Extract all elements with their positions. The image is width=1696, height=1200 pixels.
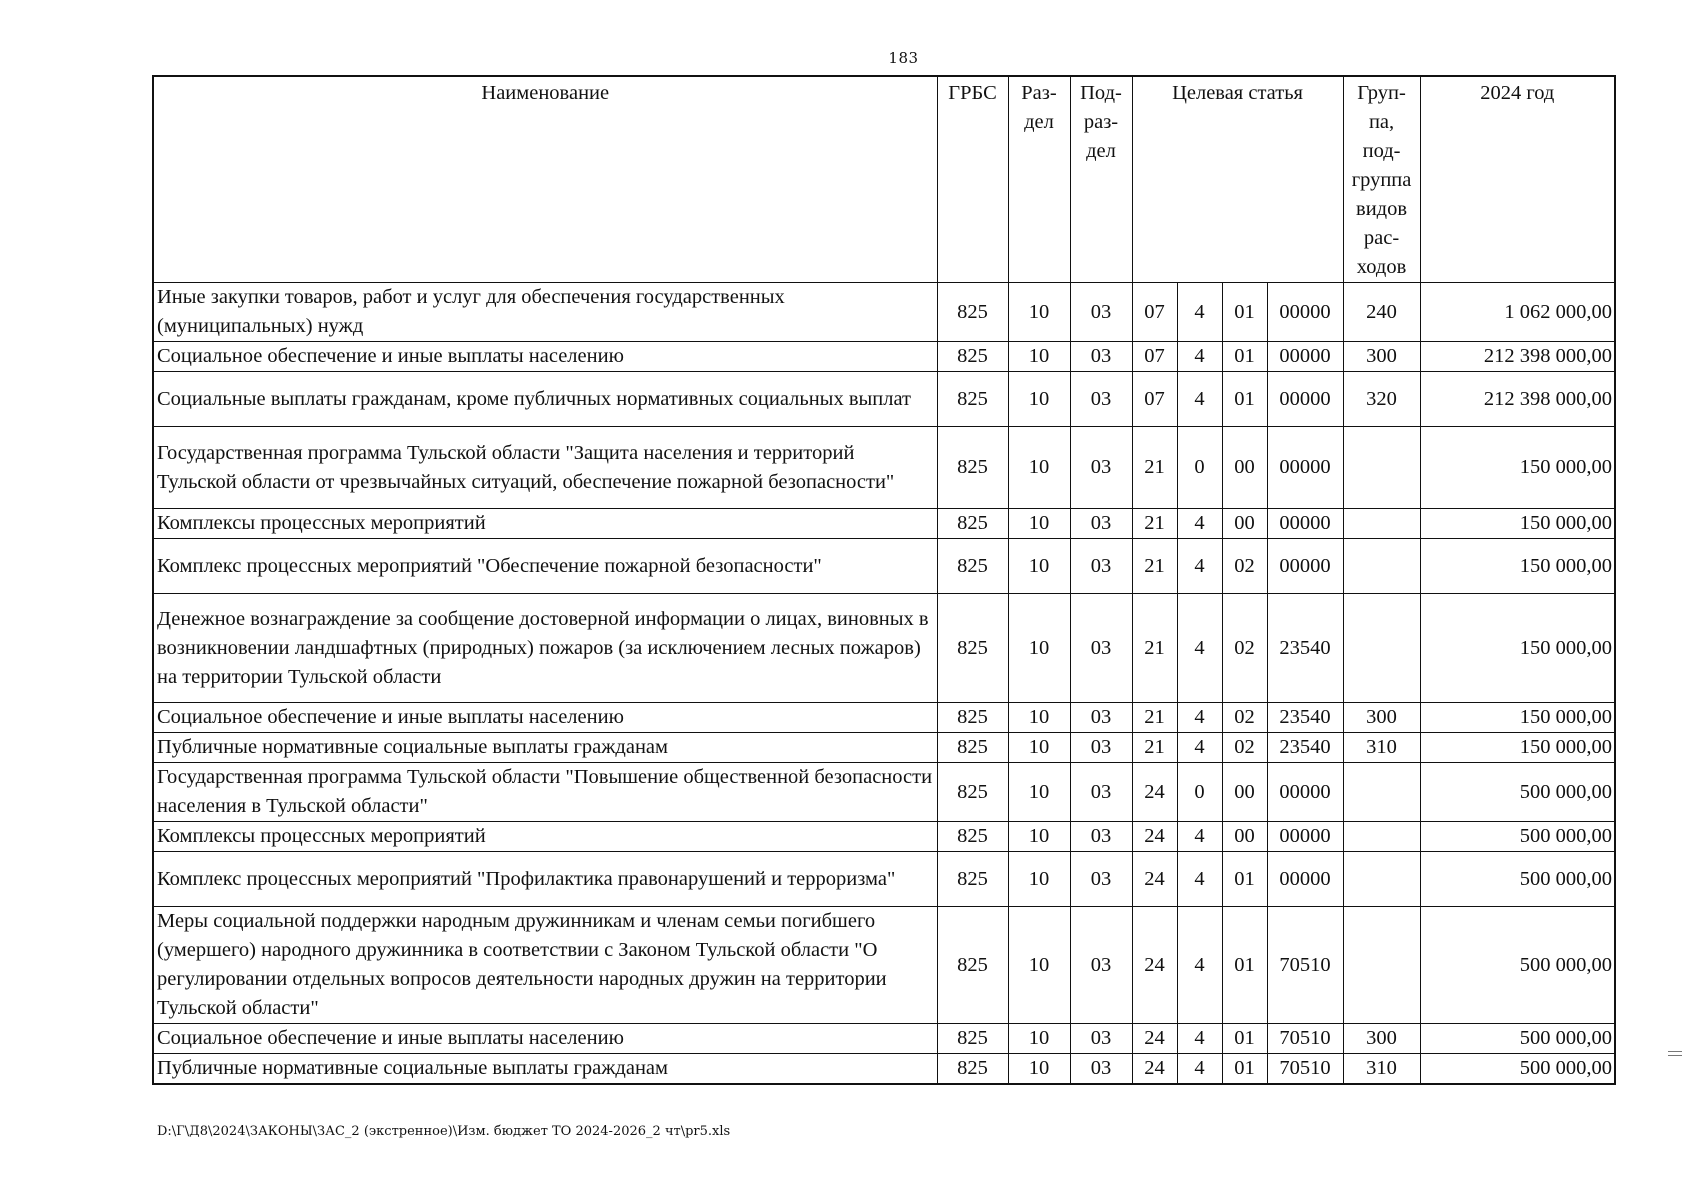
- row-target-subprogram: 02: [1222, 703, 1267, 733]
- row-expense-group: 300: [1343, 1024, 1420, 1054]
- row-expense-group: [1343, 594, 1420, 703]
- row-expense-group: 300: [1343, 342, 1420, 372]
- row-target-program: 24: [1132, 907, 1177, 1024]
- row-target-program: 24: [1132, 822, 1177, 852]
- row-amount: 500 000,00: [1420, 822, 1615, 852]
- row-amount: 150 000,00: [1420, 594, 1615, 703]
- row-amount: 150 000,00: [1420, 733, 1615, 763]
- row-razdel: 10: [1008, 763, 1070, 822]
- row-name: Социальное обеспечение и иные выплаты населению: [153, 703, 937, 733]
- header-expense-group: Груп- па, под- группа видов рас- ходов: [1343, 76, 1420, 283]
- row-razdel: 10: [1008, 822, 1070, 852]
- row-razdel: 10: [1008, 427, 1070, 509]
- row-target-subprogram: 01: [1222, 283, 1267, 342]
- table-row: [153, 539, 1615, 594]
- row-target-direction: 23540: [1267, 733, 1343, 763]
- row-grbs: 825: [937, 509, 1008, 539]
- row-name: Комплекс процессных мероприятий "Обеспечение пожарной безопасности": [153, 539, 937, 594]
- page-number: 183: [888, 49, 919, 67]
- row-razdel: 10: [1008, 594, 1070, 703]
- row-podrazdel: 03: [1070, 283, 1132, 342]
- row-target-type: 4: [1177, 703, 1222, 733]
- row-expense-group: 310: [1343, 733, 1420, 763]
- row-razdel: 10: [1008, 539, 1070, 594]
- row-target-program: 24: [1132, 763, 1177, 822]
- row-expense-group: 310: [1343, 1054, 1420, 1085]
- row-target-program: 24: [1132, 852, 1177, 907]
- row-expense-group: 320: [1343, 372, 1420, 427]
- row-podrazdel: 03: [1070, 733, 1132, 763]
- row-expense-group: [1343, 822, 1420, 852]
- row-name: Меры социальной поддержки народным дружинникам и членам семьи погибшего (умершего) народного дружинника в соответствии с Законом Тульской области "О регулировании отдельных вопросов деятельности народных дружин на территории Тульской области": [153, 907, 937, 1024]
- row-target-type: 0: [1177, 427, 1222, 509]
- row-target-direction: 00000: [1267, 852, 1343, 907]
- row-target-subprogram: 00: [1222, 763, 1267, 822]
- row-razdel: 10: [1008, 372, 1070, 427]
- row-name: Публичные нормативные социальные выплаты гражданам: [153, 1054, 937, 1085]
- row-grbs: 825: [937, 539, 1008, 594]
- row-grbs: 825: [937, 733, 1008, 763]
- row-grbs: 825: [937, 1024, 1008, 1054]
- row-name: Социальное обеспечение и иные выплаты населению: [153, 342, 937, 372]
- row-target-subprogram: 01: [1222, 1054, 1267, 1085]
- row-target-direction: 00000: [1267, 763, 1343, 822]
- row-amount: 500 000,00: [1420, 907, 1615, 1024]
- row-razdel: 10: [1008, 852, 1070, 907]
- row-razdel: 10: [1008, 907, 1070, 1024]
- row-amount: 150 000,00: [1420, 427, 1615, 509]
- header-target-article: Целевая статья: [1132, 76, 1343, 283]
- row-amount: 212 398 000,00: [1420, 342, 1615, 372]
- header-grbs: ГРБС: [937, 76, 1008, 283]
- row-target-direction: 00000: [1267, 539, 1343, 594]
- row-target-type: 4: [1177, 907, 1222, 1024]
- row-target-type: 4: [1177, 539, 1222, 594]
- header-name: Наименование: [153, 76, 937, 283]
- row-target-subprogram: 00: [1222, 509, 1267, 539]
- row-amount: 500 000,00: [1420, 763, 1615, 822]
- row-target-subprogram: 02: [1222, 594, 1267, 703]
- row-razdel: 10: [1008, 703, 1070, 733]
- table-row: [153, 852, 1615, 907]
- row-razdel: 10: [1008, 1054, 1070, 1085]
- table-row: [153, 1024, 1615, 1054]
- row-razdel: 10: [1008, 283, 1070, 342]
- row-grbs: 825: [937, 852, 1008, 907]
- footer-file-path: D:\Г\Д8\2024\ЗАКОНЫ\ЗАС_2 (экстренное)\Изм. бюджет ТО 2024-2026_2 чт\pr5.xls: [157, 1124, 731, 1139]
- row-target-direction: 70510: [1267, 907, 1343, 1024]
- table-row: [153, 342, 1615, 372]
- row-grbs: 825: [937, 1054, 1008, 1085]
- header-podrazdel: Под- раз- дел: [1070, 76, 1132, 283]
- row-target-program: 21: [1132, 509, 1177, 539]
- row-grbs: 825: [937, 594, 1008, 703]
- row-expense-group: [1343, 539, 1420, 594]
- row-target-program: 21: [1132, 594, 1177, 703]
- row-expense-group: [1343, 427, 1420, 509]
- row-target-program: 21: [1132, 703, 1177, 733]
- table-row: [153, 763, 1615, 822]
- row-target-subprogram: 01: [1222, 1024, 1267, 1054]
- row-expense-group: [1343, 907, 1420, 1024]
- table-row: [153, 372, 1615, 427]
- row-name: Социальное обеспечение и иные выплаты населению: [153, 1024, 937, 1054]
- row-grbs: 825: [937, 372, 1008, 427]
- table-row: [153, 733, 1615, 763]
- row-target-subprogram: 01: [1222, 342, 1267, 372]
- margin-mark: [1668, 1051, 1682, 1056]
- row-amount: 150 000,00: [1420, 509, 1615, 539]
- header-row: [153, 76, 1615, 283]
- row-target-subprogram: 00: [1222, 427, 1267, 509]
- row-target-type: 4: [1177, 1024, 1222, 1054]
- row-podrazdel: 03: [1070, 852, 1132, 907]
- row-target-program: 07: [1132, 372, 1177, 427]
- row-target-type: 4: [1177, 283, 1222, 342]
- row-target-direction: 00000: [1267, 342, 1343, 372]
- row-target-program: 24: [1132, 1054, 1177, 1085]
- row-target-direction: 70510: [1267, 1054, 1343, 1085]
- row-podrazdel: 03: [1070, 342, 1132, 372]
- row-amount: 1 062 000,00: [1420, 283, 1615, 342]
- row-name: Комплексы процессных мероприятий: [153, 822, 937, 852]
- table-row: [153, 703, 1615, 733]
- row-grbs: 825: [937, 907, 1008, 1024]
- row-name: Социальные выплаты гражданам, кроме публичных нормативных социальных выплат: [153, 372, 937, 427]
- row-target-subprogram: 01: [1222, 372, 1267, 427]
- row-amount: 500 000,00: [1420, 1054, 1615, 1085]
- row-amount: 150 000,00: [1420, 539, 1615, 594]
- row-expense-group: [1343, 763, 1420, 822]
- row-target-direction: 00000: [1267, 822, 1343, 852]
- header-razdel: Раз- дел: [1008, 76, 1070, 283]
- row-grbs: 825: [937, 427, 1008, 509]
- row-podrazdel: 03: [1070, 1054, 1132, 1085]
- table-row: [153, 907, 1615, 1024]
- row-amount: 500 000,00: [1420, 852, 1615, 907]
- row-podrazdel: 03: [1070, 1024, 1132, 1054]
- row-amount: 500 000,00: [1420, 1024, 1615, 1054]
- budget-table: [152, 75, 1616, 1085]
- row-amount: 212 398 000,00: [1420, 372, 1615, 427]
- row-name: Комплексы процессных мероприятий: [153, 509, 937, 539]
- row-razdel: 10: [1008, 509, 1070, 539]
- row-name: Денежное вознаграждение за сообщение достоверной информации о лицах, виновных в возникновении ландшафтных (природных) пожаров (за исключением лесных пожаров) на территории Тульской области: [153, 594, 937, 703]
- row-target-type: 4: [1177, 594, 1222, 703]
- row-podrazdel: 03: [1070, 822, 1132, 852]
- row-name: Иные закупки товаров, работ и услуг для обеспечения государственных (муниципальных) нужд: [153, 283, 937, 342]
- row-target-type: 4: [1177, 1054, 1222, 1085]
- row-target-direction: 00000: [1267, 372, 1343, 427]
- row-target-program: 07: [1132, 283, 1177, 342]
- row-grbs: 825: [937, 703, 1008, 733]
- table-row: [153, 594, 1615, 703]
- row-expense-group: 240: [1343, 283, 1420, 342]
- row-target-subprogram: 00: [1222, 822, 1267, 852]
- row-name: Государственная программа Тульской области "Повышение общественной безопасности населения в Тульской области": [153, 763, 937, 822]
- row-target-direction: 00000: [1267, 283, 1343, 342]
- row-podrazdel: 03: [1070, 539, 1132, 594]
- row-target-type: 4: [1177, 372, 1222, 427]
- row-name: Государственная программа Тульской области "Защита населения и территорий Тульской области от чрезвычайных ситуаций, обеспечение пожарной безопасности": [153, 427, 937, 509]
- row-expense-group: [1343, 509, 1420, 539]
- row-target-subprogram: 02: [1222, 733, 1267, 763]
- row-target-direction: 00000: [1267, 427, 1343, 509]
- row-podrazdel: 03: [1070, 907, 1132, 1024]
- table-row: [153, 283, 1615, 342]
- row-expense-group: [1343, 852, 1420, 907]
- row-name: Комплекс процессных мероприятий "Профилактика правонарушений и терроризма": [153, 852, 937, 907]
- row-grbs: 825: [937, 283, 1008, 342]
- row-target-type: 0: [1177, 763, 1222, 822]
- row-grbs: 825: [937, 822, 1008, 852]
- row-target-direction: 23540: [1267, 703, 1343, 733]
- row-podrazdel: 03: [1070, 763, 1132, 822]
- row-razdel: 10: [1008, 1024, 1070, 1054]
- row-podrazdel: 03: [1070, 509, 1132, 539]
- row-podrazdel: 03: [1070, 427, 1132, 509]
- row-target-program: 21: [1132, 539, 1177, 594]
- row-target-program: 24: [1132, 1024, 1177, 1054]
- row-expense-group: 300: [1343, 703, 1420, 733]
- row-name: Публичные нормативные социальные выплаты гражданам: [153, 733, 937, 763]
- row-target-subprogram: 02: [1222, 539, 1267, 594]
- row-target-type: 4: [1177, 733, 1222, 763]
- row-podrazdel: 03: [1070, 703, 1132, 733]
- row-target-type: 4: [1177, 822, 1222, 852]
- row-target-direction: 70510: [1267, 1024, 1343, 1054]
- row-razdel: 10: [1008, 342, 1070, 372]
- row-grbs: 825: [937, 763, 1008, 822]
- row-target-type: 4: [1177, 342, 1222, 372]
- row-target-subprogram: 01: [1222, 852, 1267, 907]
- row-target-subprogram: 01: [1222, 907, 1267, 1024]
- row-podrazdel: 03: [1070, 372, 1132, 427]
- row-target-direction: 00000: [1267, 509, 1343, 539]
- header-year-2024: 2024 год: [1420, 76, 1615, 283]
- table-row: [153, 427, 1615, 509]
- row-target-type: 4: [1177, 852, 1222, 907]
- table-row: [153, 509, 1615, 539]
- row-target-program: 21: [1132, 733, 1177, 763]
- table-row: [153, 822, 1615, 852]
- row-target-program: 21: [1132, 427, 1177, 509]
- row-grbs: 825: [937, 342, 1008, 372]
- row-target-direction: 23540: [1267, 594, 1343, 703]
- table-row: [153, 1054, 1615, 1085]
- row-target-program: 07: [1132, 342, 1177, 372]
- row-target-type: 4: [1177, 509, 1222, 539]
- row-razdel: 10: [1008, 733, 1070, 763]
- row-podrazdel: 03: [1070, 594, 1132, 703]
- row-amount: 150 000,00: [1420, 703, 1615, 733]
